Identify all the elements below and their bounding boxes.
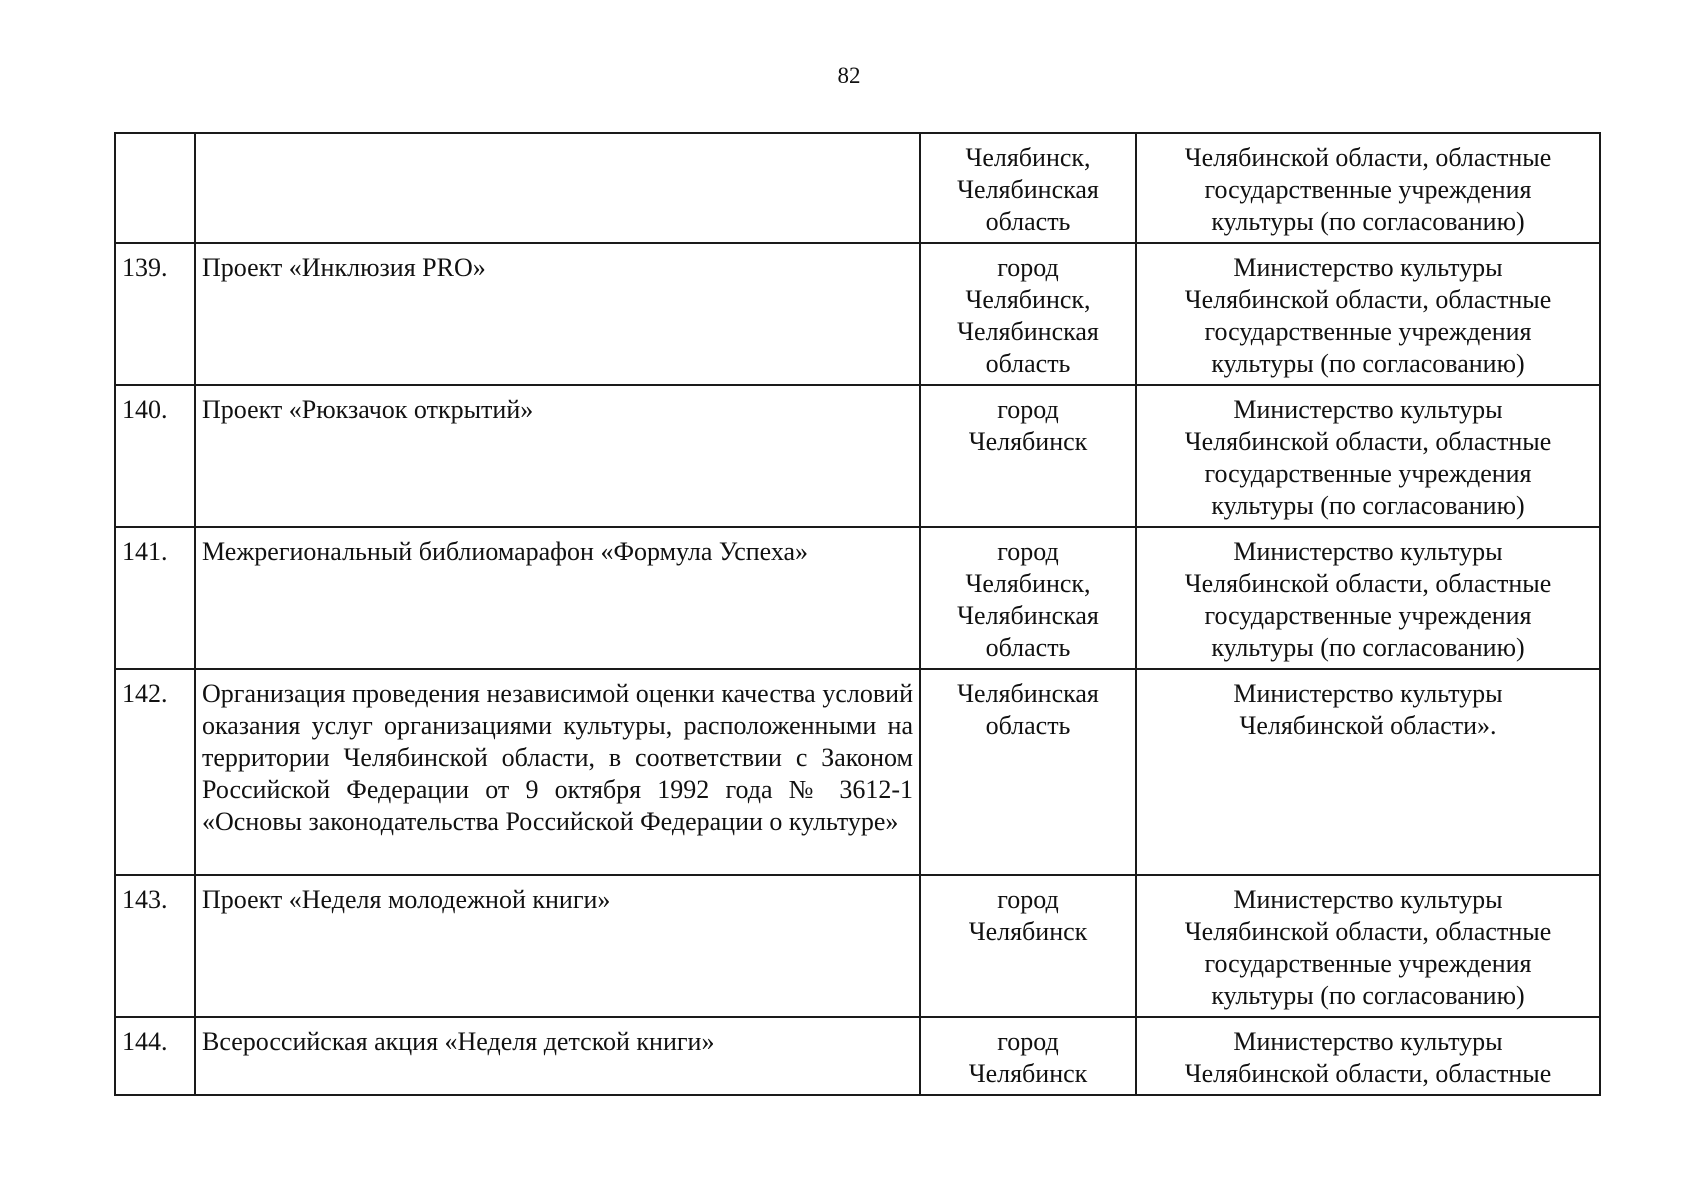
event-organizer: Министерство культуры Челябинской области, областные государственные учреждения культуры (по согласованию) [1136,385,1600,527]
table-row [115,243,1600,385]
row-number: 142. [115,669,195,875]
event-name: Проект «Неделя молодежной книги» [195,875,920,1017]
event-place: город Челябинск, Челябинская область [920,527,1136,669]
event-organizer: Министерство культуры Челябинской области, областные [1136,1017,1600,1095]
event-organizer: Челябинской области, областные государственные учреждения культуры (по согласованию) [1136,133,1600,243]
row-number: 143. [115,875,195,1017]
table-row [115,669,1600,875]
row-number: 144. [115,1017,195,1095]
event-name: Организация проведения независимой оценки качества условий оказания услуг организациями культуры, расположенными на территории Челябинской области, в соответствии с Законом Российской Федерации от 9 октября 1992 года № 3612-1 «Основы законодательства Российской Федерации о культуре» [195,669,920,875]
table-row [115,527,1600,669]
event-name [195,133,920,243]
event-organizer: Министерство культуры Челябинской области, областные государственные учреждения культуры (по согласованию) [1136,875,1600,1017]
event-organizer: Министерство культуры Челябинской области, областные государственные учреждения культуры (по согласованию) [1136,243,1600,385]
event-organizer: Министерство культуры Челябинской области, областные государственные учреждения культуры (по согласованию) [1136,527,1600,669]
event-place: город Челябинск [920,1017,1136,1095]
event-place: Челябинская область [920,669,1136,875]
event-name: Проект «Рюкзачок открытий» [195,385,920,527]
table-row [115,133,1600,243]
row-number: 141. [115,527,195,669]
event-place: город Челябинск [920,875,1136,1017]
event-name: Всероссийская акция «Неделя детской книги» [195,1017,920,1095]
events-table [114,132,1601,1096]
table-row [115,875,1600,1017]
table-row [115,1017,1600,1095]
event-place: город Челябинск, Челябинская область [920,243,1136,385]
row-number: 140. [115,385,195,527]
event-organizer: Министерство культуры Челябинской области». [1136,669,1600,875]
event-name: Межрегиональный библиомарафон «Формула Успеха» [195,527,920,669]
row-number [115,133,195,243]
row-number: 139. [115,243,195,385]
event-name: Проект «Инклюзия PRO» [195,243,920,385]
event-place: Челябинск, Челябинская область [920,133,1136,243]
page-number: 82 [837,63,861,88]
table-row [115,385,1600,527]
event-place: город Челябинск [920,385,1136,527]
